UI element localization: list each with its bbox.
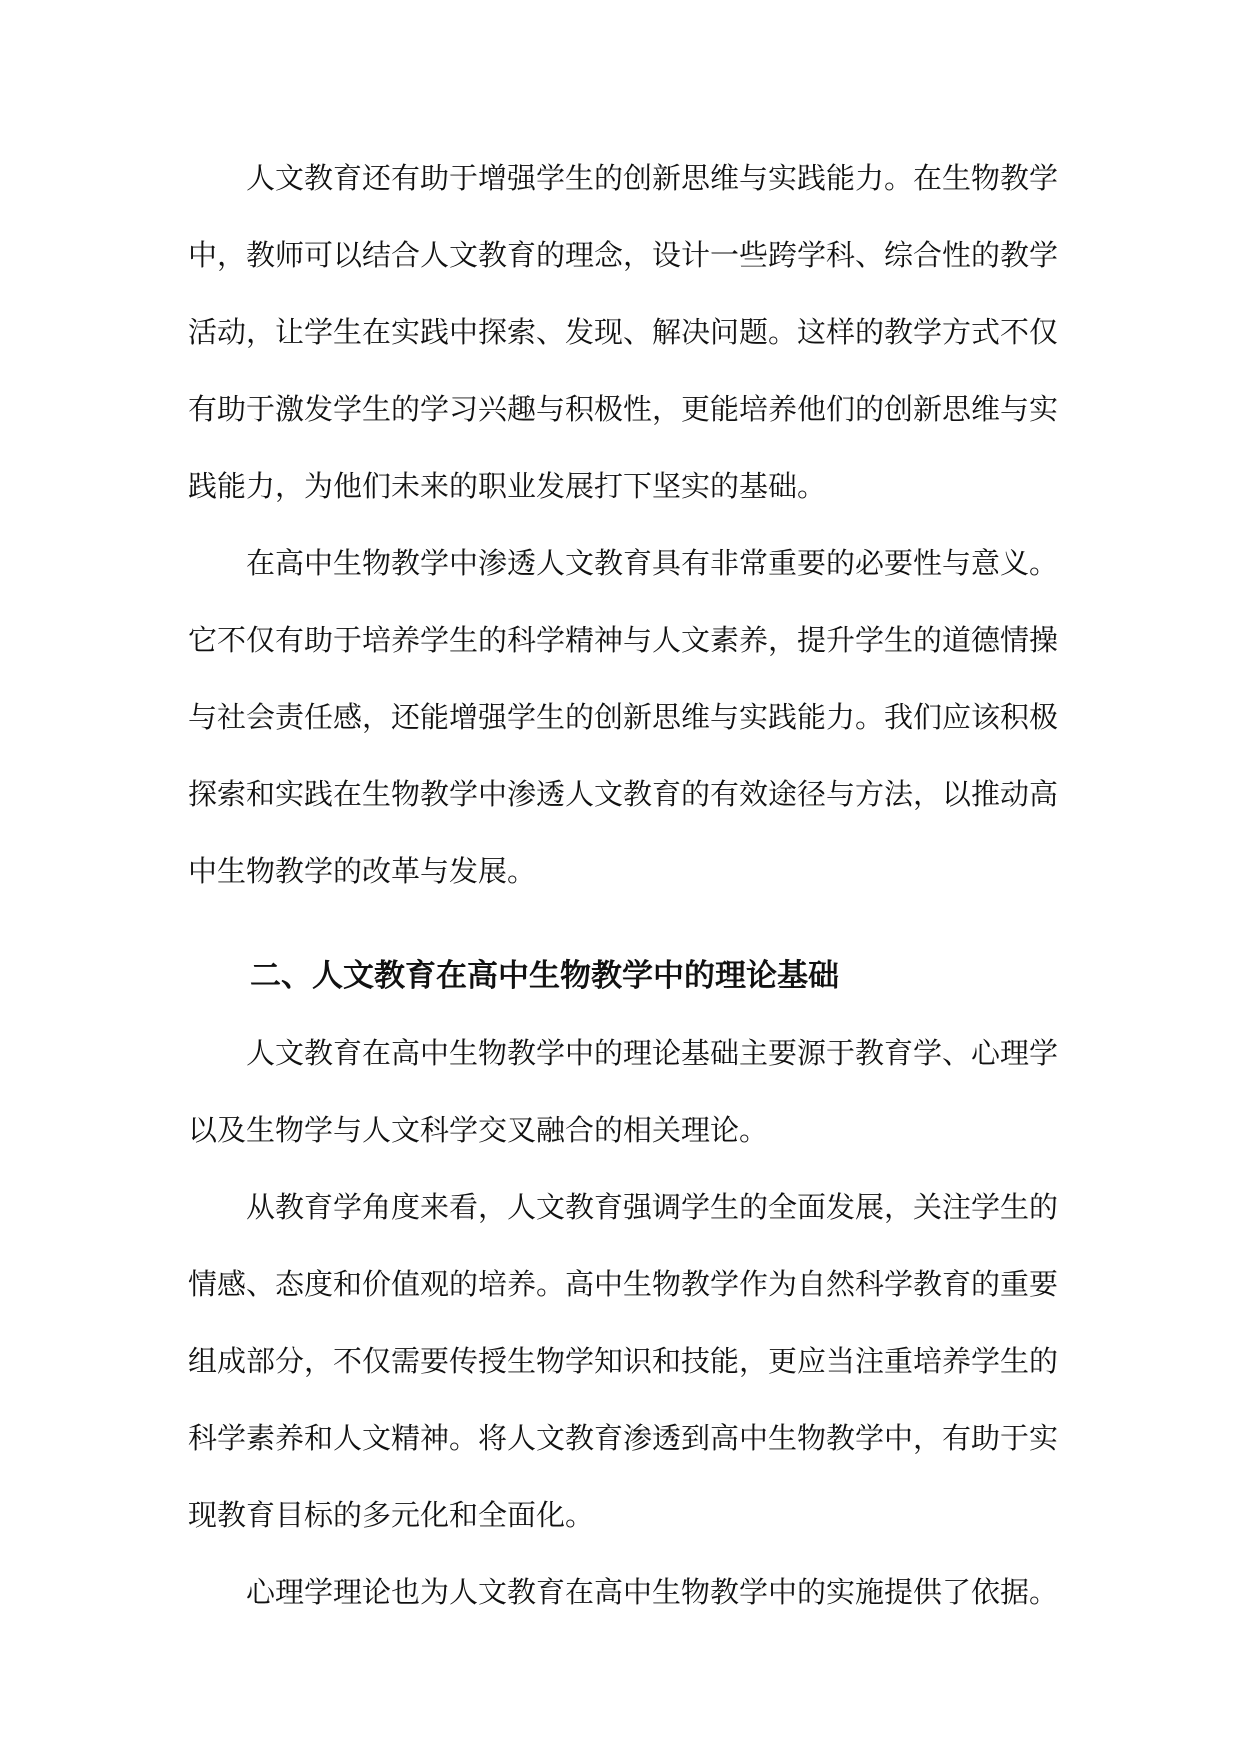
paragraph-psychology: 心理学理论也为人文教育在高中生物教学中的实施提供了依据。: [246, 1575, 1059, 1609]
paragraph-theory-intro: 人文教育在高中生物教学中的理论基础主要源于教育学、心理学以及生物学与人文科学交叉融合的相关理论。: [188, 1036, 1059, 1147]
section-heading: 二、人文教育在高中生物教学中的理论基础: [250, 958, 839, 994]
paragraph-pedagogy: 从教育学角度来看，人文教育强调学生的全面发展，关注学生的情感、态度和价值观的培养。高中生物教学作为自然科学教育的重要组成部分，不仅需要传授生物学知识和技能，更应当注重培养学生的科学素养和人文精神。将人文教育渗透到高中生物教学中，有助于实现教育目标的多元化和全面化。: [188, 1190, 1059, 1532]
document-body: [188, 140, 1058, 1631]
paragraph-significance: 在高中生物教学中渗透人文教育具有非常重要的必要性与意义。它不仅有助于培养学生的科学精神与人文素养，提升学生的道德情操与社会责任感，还能增强学生的创新思维与实践能力。我们应该积极探索和实践在生物教学中渗透人文教育的有效途径与方法，以推动高中生物教学的改革与发展。: [188, 546, 1059, 888]
paragraph-innovation: 人文教育还有助于增强学生的创新思维与实践能力。在生物教学中，教师可以结合人文教育的理念，设计一些跨学科、综合性的教学活动，让学生在实践中探索、发现、解决问题。这样的教学方式不仅有助于激发学生的学习兴趣与积极性，更能培养他们的创新思维与实践能力，为他们未来的职业发展打下坚实的基础。: [188, 161, 1059, 503]
